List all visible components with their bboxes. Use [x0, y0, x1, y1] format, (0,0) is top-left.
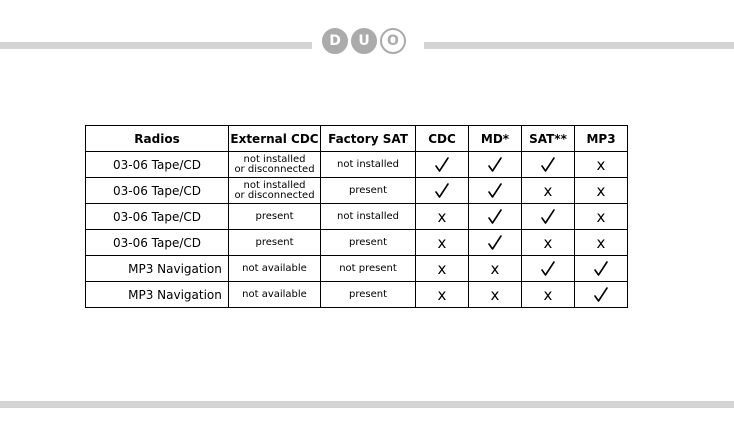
- md-check-icon: [469, 178, 522, 204]
- table-row: [86, 152, 628, 178]
- header-external-cdc: External CDC: [229, 126, 321, 152]
- sat-x-icon: x: [522, 178, 575, 204]
- sat-check-icon: [522, 256, 575, 282]
- cdc-x-icon: x: [416, 282, 469, 308]
- header-mp3: MP3: [575, 126, 628, 152]
- cdc-check-icon: [416, 152, 469, 178]
- logo-letter-o: O: [380, 28, 406, 54]
- factory-sat-cell: present: [321, 282, 416, 308]
- table-row: [86, 178, 628, 204]
- mp3-x-icon: x: [575, 152, 628, 178]
- header-radios: Radios: [86, 126, 229, 152]
- md-x-icon: x: [469, 282, 522, 308]
- table-row: [86, 282, 628, 308]
- mp3-x-icon: x: [575, 204, 628, 230]
- radio-cell: 03-06 Tape/CD: [86, 178, 229, 204]
- header-sat: SAT**: [522, 126, 575, 152]
- header-cdc: CDC: [416, 126, 469, 152]
- radio-cell: 03-06 Tape/CD: [86, 152, 229, 178]
- md-check-icon: [469, 152, 522, 178]
- table-row: [86, 230, 628, 256]
- external-cdc-cell: present: [229, 230, 321, 256]
- mp3-check-icon: [575, 282, 628, 308]
- header-md: MD*: [469, 126, 522, 152]
- mp3-check-icon: [575, 256, 628, 282]
- sat-check-icon: [522, 152, 575, 178]
- top-divider-left: [0, 42, 312, 49]
- table-header-row: [86, 126, 628, 152]
- compatibility-table: [85, 125, 628, 308]
- md-x-icon: x: [469, 256, 522, 282]
- bottom-divider: [0, 401, 734, 408]
- mp3-x-icon: x: [575, 178, 628, 204]
- sat-x-icon: x: [522, 230, 575, 256]
- logo-letter-u: U: [351, 28, 377, 54]
- radio-cell: 03-06 Tape/CD: [86, 204, 229, 230]
- factory-sat-cell: not installed: [321, 152, 416, 178]
- table-row: [86, 204, 628, 230]
- cdc-x-icon: x: [416, 256, 469, 282]
- external-cdc-cell: not available: [229, 256, 321, 282]
- external-cdc-cell: not installed or disconnected: [229, 178, 321, 204]
- sat-check-icon: [522, 204, 575, 230]
- external-cdc-cell: present: [229, 204, 321, 230]
- cdc-x-icon: x: [416, 204, 469, 230]
- table-row: [86, 256, 628, 282]
- header-factory-sat: Factory SAT: [321, 126, 416, 152]
- radio-cell: MP3 Navigation: [86, 256, 229, 282]
- duo-logo: [322, 28, 406, 54]
- md-check-icon: [469, 230, 522, 256]
- sat-x-icon: x: [522, 282, 575, 308]
- cdc-x-icon: x: [416, 230, 469, 256]
- factory-sat-cell: not present: [321, 256, 416, 282]
- top-divider-right: [424, 42, 734, 49]
- factory-sat-cell: not installed: [321, 204, 416, 230]
- radio-cell: 03-06 Tape/CD: [86, 230, 229, 256]
- factory-sat-cell: present: [321, 230, 416, 256]
- cdc-check-icon: [416, 178, 469, 204]
- external-cdc-cell: not installed or disconnected: [229, 152, 321, 178]
- external-cdc-cell: not available: [229, 282, 321, 308]
- factory-sat-cell: present: [321, 178, 416, 204]
- md-check-icon: [469, 204, 522, 230]
- mp3-x-icon: x: [575, 230, 628, 256]
- radio-cell: MP3 Navigation: [86, 282, 229, 308]
- logo-letter-d: D: [322, 28, 348, 54]
